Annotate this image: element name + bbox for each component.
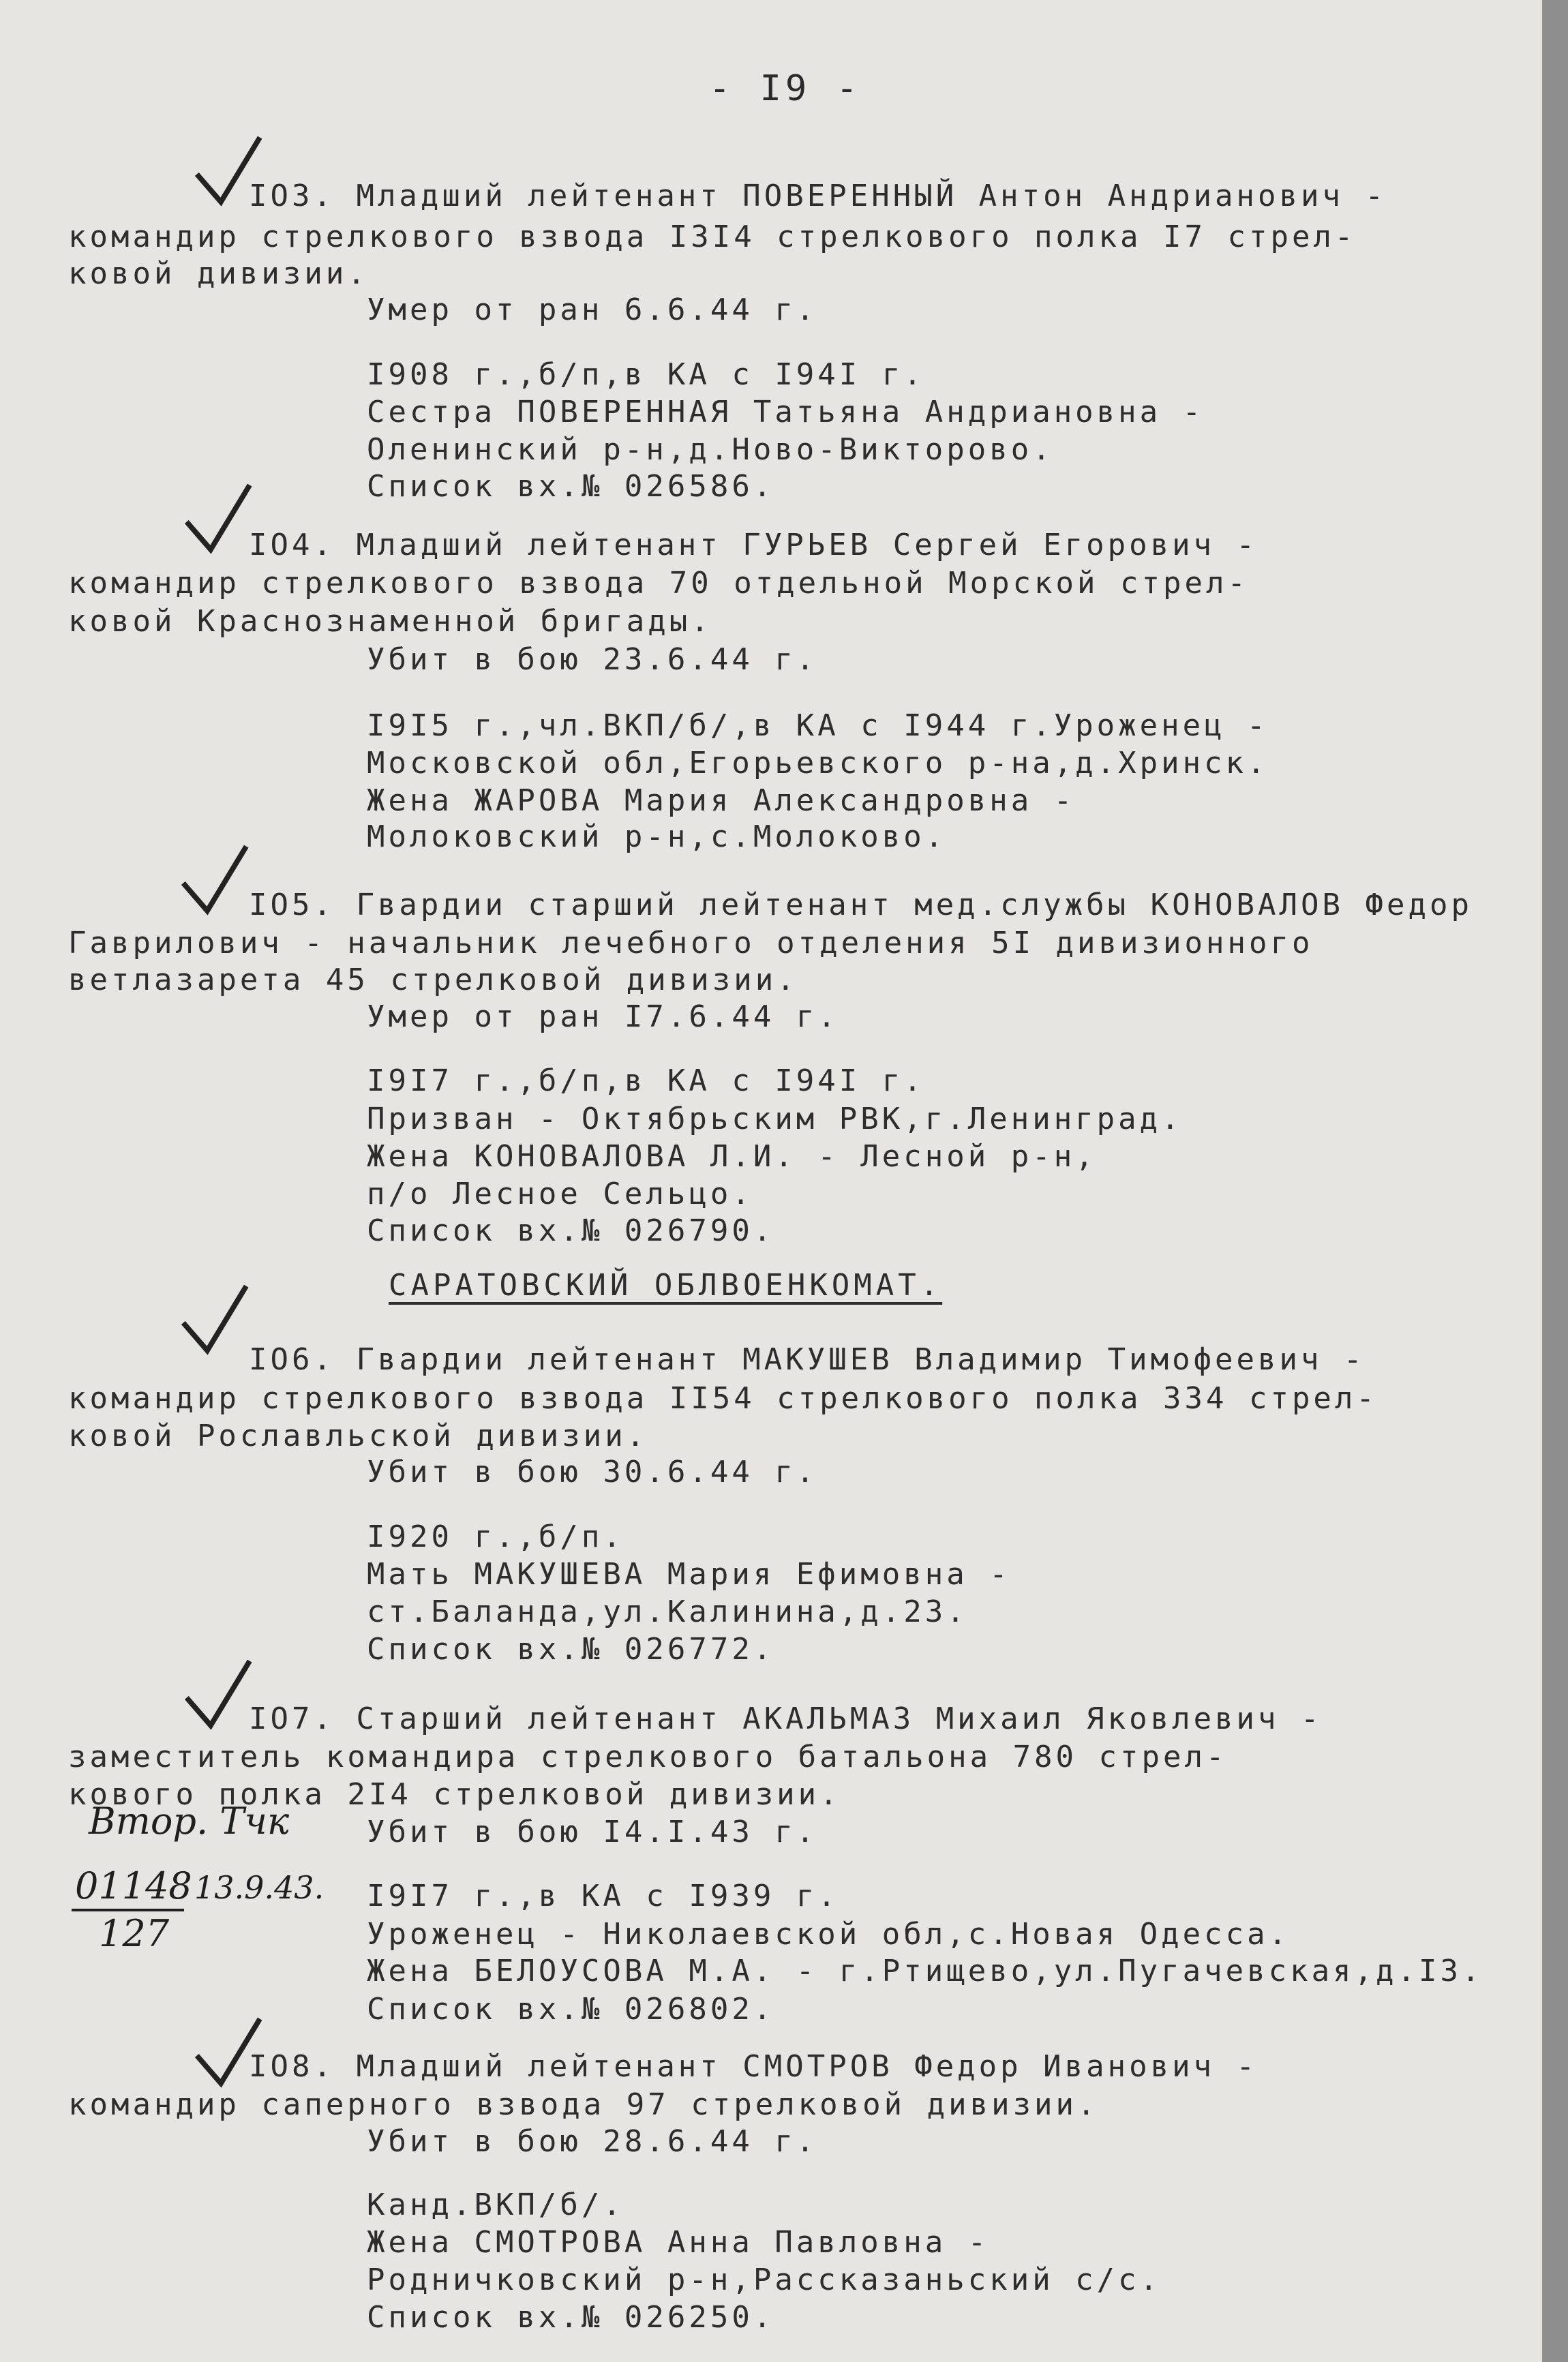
entry-105-line-2: Гаврилович - начальник лечебного отделения 5I дивизионного (68, 926, 1314, 960)
entry-107-line-6: Уроженец - Николаевской обл,с.Новая Одесса. (367, 1917, 1291, 1952)
entry-103-line-2: командир стрелкового взвода I3I4 стрелкового полка I7 стрел- (68, 219, 1357, 254)
handwritten-date: 13.9.43. (194, 1869, 325, 1906)
entry-108-line-2: командир саперного взвода 97 стрелковой дивизии. (68, 2087, 1099, 2122)
entry-105-line-3: ветлазарета 45 стрелковой дивизии. (68, 963, 798, 997)
entry-104-line-8: Молоковский р-н,с.Молоково. (367, 819, 947, 854)
handwritten-denominator: 127 (99, 1912, 170, 1955)
entry-106-line-4: Убит в бою 30.6.44 г. (367, 1455, 818, 1489)
entry-106-line-3: ковой Рославльской дивизии. (68, 1419, 648, 1453)
checkmark-icon (177, 1282, 252, 1357)
entry-104-line-4: Убит в бою 23.6.44 г. (367, 642, 818, 677)
entry-107-line-2: заместитель командира стрелкового батальона 780 стрел- (68, 1740, 1228, 1774)
entry-108-line-6: Родничковский р-н,Рассказаньский с/с. (367, 2262, 1162, 2297)
entry-105-line-7: Жена КОНОВАЛОВА Л.И. - Лесной р-н, (367, 1139, 1097, 1174)
entry-104-line-3: ковой Краснознаменной бригады. (68, 604, 712, 639)
entry-106-line-2: командир стрелкового взвода II54 стрелкового полка 334 стрел- (68, 1381, 1378, 1416)
entry-106-line-6: Мать МАКУШЕВА Мария Ефимовна - (367, 1557, 1011, 1592)
checkmark-icon (177, 842, 252, 917)
entry-108-line-3: Убит в бою 28.6.44 г. (367, 2124, 818, 2159)
handwritten-fraction-bar (72, 1909, 184, 1911)
entry-103-line-4: Умер от ран 6.6.44 г. (367, 292, 818, 327)
entry-108-line-1: IO8. Младший лейтенант СМОТРОВ Федор Иванович - (249, 2049, 1258, 2084)
page-number: - I9 - (709, 68, 862, 109)
entry-105-line-8: п/о Лесное Сельцо. (367, 1177, 753, 1211)
section-heading: САРАТОВСКИЙ ОБЛВОЕНКОМАТ. (389, 1268, 943, 1303)
entry-105-line-1: IO5. Гвардии старший лейтенант мед.службы КОНОВАЛОВ Федор (249, 888, 1473, 922)
entry-106-line-8: Список вх.№ 026772. (367, 1632, 775, 1667)
checkmark-icon (181, 1656, 256, 1731)
binding-edge (1542, 0, 1568, 2362)
entry-107-line-4: Убит в бою I4.I.43 г. (367, 1815, 818, 1849)
handwritten-numerator: 01148 (75, 1864, 192, 1907)
entry-103-line-1: IO3. Младший лейтенант ПОВЕРЕННЫЙ Антон Андрианович - (249, 179, 1387, 213)
handwritten-note: Втор. Тчк (89, 1800, 290, 1843)
entry-103-line-7: Оленинский р-н,д.Ново-Викторово. (367, 432, 1054, 467)
entry-108-line-7: Список вх.№ 026250. (367, 2300, 775, 2335)
entry-107-line-1: IO7. Старший лейтенант АКАЛЬМАЗ Михаил Яковлевич - (249, 1701, 1323, 1736)
entry-107-line-3: кового полка 2I4 стрелковой дивизии. (68, 1777, 841, 1812)
entry-104-line-2: командир стрелкового взвода 70 отдельной Морской стрел- (68, 566, 1249, 601)
entry-108-line-5: Жена СМОТРОВА Анна Павловна - (367, 2225, 990, 2260)
entry-107-line-7: Жена БЕЛОУСОВА М.А. - г.Ртищево,ул.Пугачевская,д.I3. (367, 1954, 1483, 1988)
entry-105-line-4: Умер от ран I7.6.44 г. (367, 999, 839, 1034)
entry-108-line-4: Канд.ВКП/б/. (367, 2187, 624, 2222)
entry-104-line-7: Жена ЖАРОВА Мария Александровна - (367, 783, 1076, 818)
entry-107-line-5: I9I7 г.,в КА с I939 г. (367, 1879, 839, 1913)
entry-105-line-5: I9I7 г.,б/п,в КА с I94I г. (367, 1063, 925, 1098)
entry-104-line-6: Московской обл,Егорьевского р-на,д.Хринск. (367, 746, 1269, 781)
entry-105-line-9: Список вх.№ 026790. (367, 1213, 775, 1248)
entry-107-line-8: Список вх.№ 026802. (367, 1992, 775, 2027)
entry-103-line-5: I908 г.,б/п,в КА с I94I г. (367, 357, 925, 392)
entry-103-line-6: Сестра ПОВЕРЕННАЯ Татьяна Андриановна - (367, 395, 1205, 429)
checkmark-icon (181, 481, 256, 556)
entry-106-line-1: IO6. Гвардии лейтенант МАКУШЕВ Владимир Тимофеевич - (249, 1342, 1366, 1377)
entry-103-line-8: Список вх.№ 026586. (367, 469, 775, 504)
entry-104-line-5: I9I5 г.,чл.ВКП/б/,в КА с I944 г.Уроженец - (367, 708, 1269, 743)
entry-103-line-3: ковой дивизии. (68, 256, 369, 291)
entry-104-line-1: IO4. Младший лейтенант ГУРЬЕВ Сергей Егорович - (249, 528, 1258, 562)
entry-106-line-5: I920 г.,б/п. (367, 1519, 624, 1554)
entry-106-line-7: ст.Баланда,ул.Калинина,д.23. (367, 1594, 968, 1629)
entry-105-line-6: Призван - Октябрьским РВК,г.Ленинград. (367, 1102, 1183, 1136)
